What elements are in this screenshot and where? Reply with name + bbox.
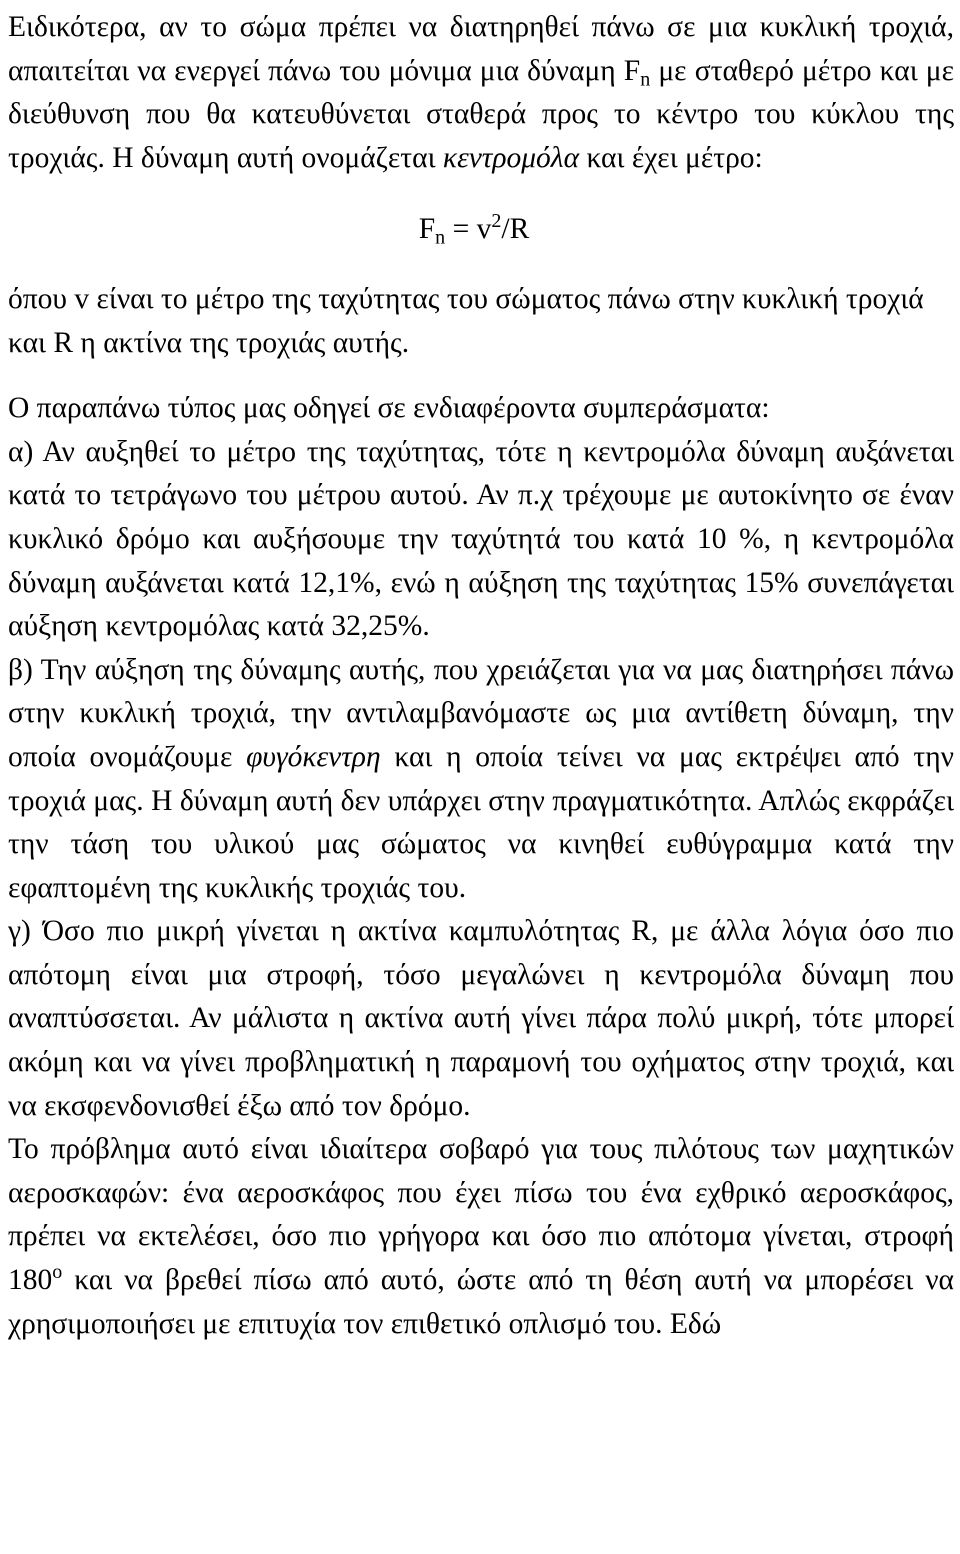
formula bbox=[8, 208, 954, 252]
formula-mid: = v bbox=[445, 213, 492, 246]
formula-lhs: F bbox=[418, 213, 436, 246]
term-centripetal: κεντρομόλα bbox=[442, 141, 580, 174]
force-subscript: n bbox=[640, 68, 651, 91]
degree-superscript: ο bbox=[52, 1261, 63, 1283]
point-b-text-2: και η οποία τείνει να μας εκτρέψει από την τροχιά μας. Η δύναμη αυτή δεν υπάρχει στην πραγματικότητα. Απλώς εκφράζει την τάση του υλικού μας σώματος να κινηθεί ευθύγραμμα κατά την εφαπτομένη της κυκλικής τροχιάς του. bbox=[8, 740, 954, 904]
conclusions-intro: Ο παραπάνω τύπος μας οδηγεί σε ενδιαφέροντα συμπεράσματα: bbox=[8, 392, 770, 425]
intro-text-1: Ειδικότερα, αν το σώμα πρέπει να διατηρηθεί πάνω σε μια κυκλική τροχιά, απαιτείται να ενεργεί πάνω του μόνιμα μια δύναμη F bbox=[8, 11, 954, 87]
final-text-2: και να βρεθεί πίσω από αυτό, ώστε από τη θέση αυτή να μπορέσει να χρησιμοποιήσει με επιτυχία τον επιθετικό οπλισμό του. Εδώ bbox=[8, 1264, 954, 1340]
intro-text-2: με σταθερό μέτρο και με διεύθυνση που θα κατευθύνεται σταθερά προς το κέντρο του κύκλου της τροχιάς. Η δύναμη αυτή ονομάζεται bbox=[8, 54, 954, 174]
document-page bbox=[8, 6, 954, 1346]
formula-rhs: /R bbox=[501, 213, 530, 246]
point-c-paragraph: γ) Όσο πιο μικρή γίνεται η ακτίνα καμπυλότητας R, με άλλα λόγια όσο πιο απότομη είναι μια στροφή, τόσο μεγαλώνει η κεντρομόλα δύναμη που αναπτύσσεται. Αν μάλιστα η ακτίνα αυτή γίνει πάρα πολύ μικρή, τότε μπορεί ακόμη και να γίνει προβληματική η παραμονή του οχήματος στην τροχιά, και να εκσφενδονισθεί έξω από τον δρόμο. bbox=[8, 915, 954, 1122]
formula-exponent: 2 bbox=[491, 210, 502, 233]
intro-text-3: και έχει μέτρο: bbox=[579, 141, 763, 174]
point-b-text-1: β) Την αύξηση της δύναμης αυτής, που χρειάζεται για να μας διατηρήσει πάνω στην κυκλική τροχιά, την αντιλαμβανόμαστε ως μια αντίθετη δύναμη, την οποία ονομάζουμε bbox=[8, 653, 954, 773]
point-b-paragraph bbox=[8, 649, 954, 911]
explanation-paragraph: όπου v είναι το μέτρο της ταχύτητας του σώματος πάνω στην κυκλική τροχιά και R η ακτίνα της τροχιάς αυτής. bbox=[8, 282, 924, 359]
point-a-paragraph: α) Αν αυξηθεί το μέτρο της ταχύτητας, τότε η κεντρομόλα δύναμη αυξάνεται κατά το τετράγωνο του μέτρου αυτού. Αν π.χ τρέχουμε με αυτοκίνητο σε έναν κυκλικό δρόμο και αυξήσουμε την ταχύτητά του κατά 10 %, η κεντρομόλα δύναμη αυξάνεται κατά 12,1%, ενώ η αύξηση της ταχύτητας 15% συνεπάγεται αύξηση κεντρομόλας κατά 32,25%. bbox=[8, 435, 954, 643]
final-text-1: Το πρόβλημα αυτό είναι ιδιαίτερα σοβαρό για τους πιλότους των μαχητικών αεροσκαφών: ένα αεροσκάφος που έχει πίσω του ένα εχθρικό αεροσκάφος, πρέπει να εκτελέσει, όσο πιο γρήγορα και όσο πιο απότομα γίνεται, στροφή 180 bbox=[8, 1133, 954, 1297]
formula-subscript: n bbox=[435, 226, 446, 249]
term-centrifugal: φυγόκεντρη bbox=[246, 740, 381, 773]
final-paragraph bbox=[8, 1128, 954, 1346]
intro-paragraph bbox=[8, 6, 954, 180]
